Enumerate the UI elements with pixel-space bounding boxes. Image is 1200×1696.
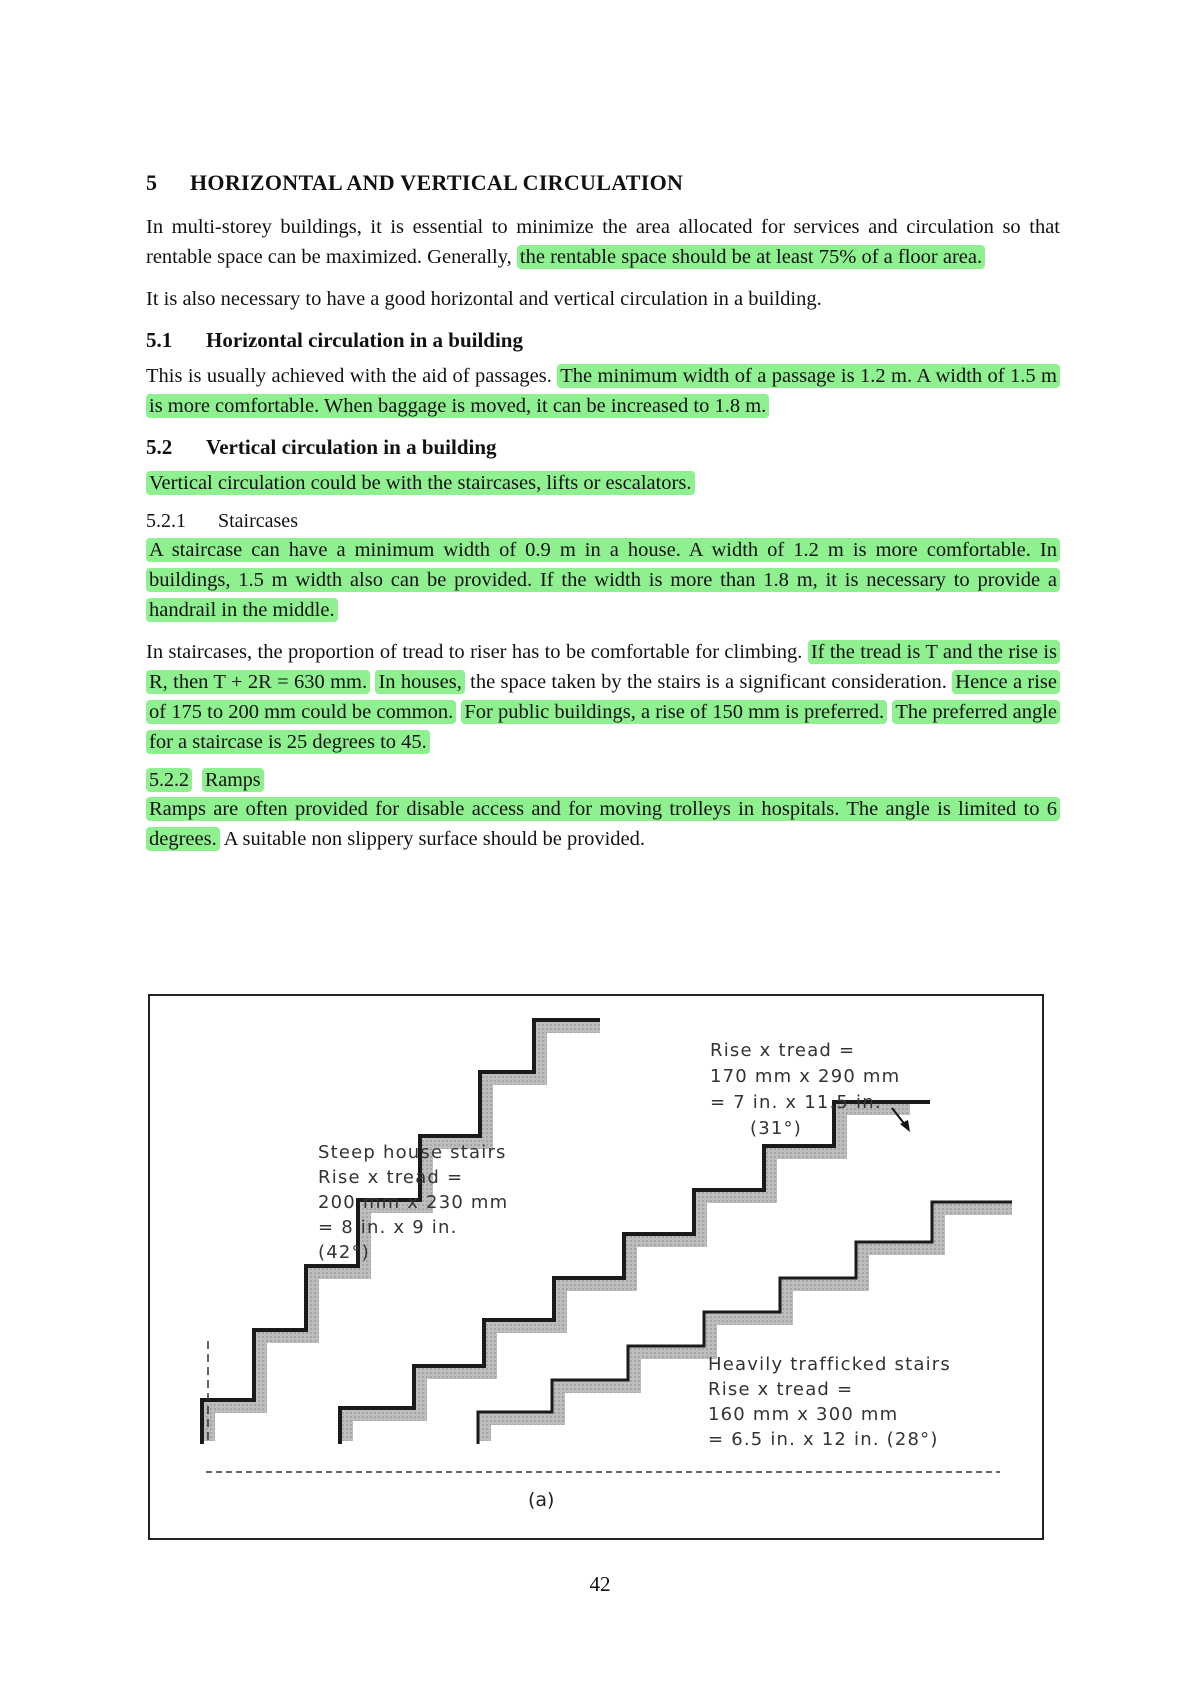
staircase-diagram [150, 996, 1046, 1542]
intro-paragraph-1 [146, 212, 1060, 272]
vertical-circulation-paragraph [146, 468, 1060, 498]
subsection-number: 5.1 [146, 328, 173, 352]
middle-label-line-1: Rise x tread = [710, 1040, 856, 1061]
middle-label-line-2: 170 mm x 290 mm [710, 1066, 901, 1087]
steep-label-line-2: Rise x tread = [318, 1167, 464, 1188]
staircase-width-paragraph [146, 535, 1060, 625]
steep-label-line-3: 200 mm x 230 mm [318, 1192, 509, 1213]
page-content [146, 170, 1060, 866]
page-number: 42 [589, 1572, 611, 1596]
highlight-public-buildings: For public buildings, a rise of 150 mm is preferred. [461, 700, 887, 724]
section-heading [146, 170, 1060, 196]
staircase-figure [148, 994, 1044, 1540]
highlight-ramps: Ramps are often provided for disable access and for moving trolleys in hospitals. The angle is limited to 6 degrees. [146, 797, 1060, 851]
intro-text: In multi-storey buildings, it is essential to minimize the area allocated for services and circulation so that rentable space can be maximized. Generally, [146, 216, 1060, 268]
section-number: 5 [146, 170, 158, 195]
proportion-text: In staircases, the proportion of tread to riser has to be comfortable for climbing. [146, 641, 808, 663]
steep-label [318, 1142, 508, 1263]
figure-caption: (a) [528, 1489, 555, 1511]
subsection-number: 5.2.1 [146, 510, 186, 532]
section-title: HORIZONTAL AND VERTICAL CIRCULATION [190, 170, 684, 195]
subsection-title: Vertical circulation in a building [206, 435, 497, 459]
middle-label-line-4: (31°) [750, 1118, 802, 1139]
heavy-label-line-2: Rise x tread = [708, 1379, 854, 1400]
consideration-text: the space taken by the stairs is a significant consideration. [464, 671, 953, 693]
subsection-title: Staircases [218, 510, 298, 532]
subsection-number: 5.2 [146, 435, 173, 459]
highlight-rentable-space: the rentable space should be at least 75% of a floor area. [517, 245, 985, 269]
horizontal-circulation-paragraph [146, 361, 1060, 421]
subsection-5-2-1-heading [146, 510, 1060, 533]
highlight-preferred-angle: The preferred angle for a staircase is 25 degrees to 45. [146, 700, 1060, 754]
subsection-title: Ramps [202, 768, 264, 792]
highlight-rise-common: Hence a rise of 175 to 200 mm could be common. [146, 670, 1060, 724]
subsection-number: 5.2.2 [146, 768, 192, 792]
heavy-label-line-3: 160 mm x 300 mm [708, 1404, 899, 1425]
highlight-vertical-circulation: Vertical circulation could be with the staircases, lifts or escalators. [146, 471, 695, 495]
passage-text: This is usually achieved with the aid of passages. [146, 365, 558, 387]
subsection-5-1-heading [146, 328, 1060, 353]
subsection-5-2-2-heading [146, 769, 1060, 792]
heavy-label [708, 1354, 951, 1450]
highlight-passage-width: The minimum width of a passage is 1.2 m. A width of 1.5 m is more comfortable. When baggage is moved, it can be increased to 1.8 m. [146, 364, 1060, 418]
heavy-label-line-4: = 6.5 in. x 12 in. (28°) [708, 1429, 939, 1450]
highlight-tread-formula: If the tread is T and the rise is R, then T + 2R = 630 mm. [146, 640, 1060, 694]
highlight-in-houses: In houses, [375, 670, 464, 694]
middle-label [710, 1040, 900, 1139]
ramps-paragraph [146, 794, 1060, 854]
heavy-label-line-1: Heavily trafficked stairs [708, 1354, 951, 1375]
intro-paragraph-2: It is also necessary to have a good horizontal and vertical circulation in a building. [146, 288, 822, 310]
subsection-5-2-heading [146, 435, 1060, 460]
steep-label-line-1: Steep house stairs [318, 1142, 507, 1163]
staircase-proportion-paragraph [146, 637, 1060, 757]
subsection-title: Horizontal circulation in a building [206, 328, 523, 352]
ramps-surface-text: A suitable non slippery surface should be provided. [219, 828, 646, 850]
highlight-staircase-width: A staircase can have a minimum width of 0.9 m in a house. A width of 1.2 m is more comfortable. In buildings, 1.5 m width also can be provided. If the width is more than 1.8 m, it is necessary to provide a handrail in the middle. [146, 538, 1060, 622]
steep-label-line-4: = 8 in. x 9 in. [318, 1217, 458, 1238]
middle-label-line-3: = 7 in. x 11.5 in. [710, 1092, 882, 1113]
steep-label-line-5: (42°) [318, 1242, 370, 1263]
